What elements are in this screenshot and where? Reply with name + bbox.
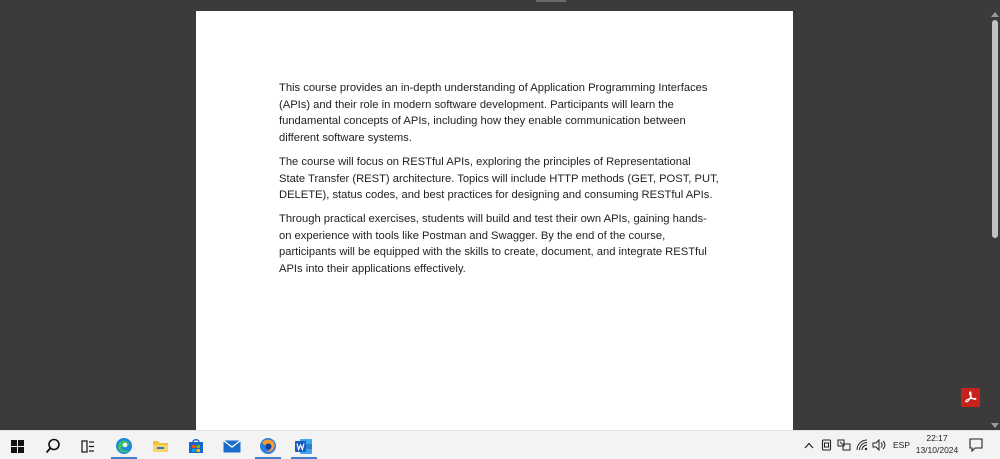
adobe-acrobat-icon (964, 391, 977, 404)
paragraph-1: This course provides an in-depth understanding of Application Programming Interfaces (APIs) and their role in modern software development. Participants will learn the fundamental concepts of APIs, including how they enable communication between different software systems. (279, 82, 708, 145)
task-view-button[interactable] (72, 433, 104, 459)
windows-start-icon (11, 440, 24, 453)
tray-network[interactable] (855, 437, 869, 453)
tray-input-indicator[interactable] (836, 437, 852, 453)
action-center-icon (969, 438, 983, 452)
scrollbar-thumb[interactable] (992, 20, 998, 238)
keyboard-ime-icon (837, 439, 851, 451)
taskbar-clock[interactable] (914, 432, 960, 456)
search-button[interactable] (37, 433, 69, 459)
taskbar-word[interactable] (288, 433, 320, 459)
adobe-pdf-button[interactable] (961, 388, 980, 407)
tray-volume[interactable] (871, 437, 887, 453)
paragraph-2: The course will focus on RESTful APIs, exploring the principles of Representational State Transfer (REST) architecture. Topics will include HTTP methods (GET, POST, PUT, DELETE), status codes, and best practices for designing and consuming RESTful APIs. (279, 155, 719, 202)
show-hidden-icons-button[interactable] (802, 437, 816, 453)
camera-icon (821, 439, 833, 451)
scroll-up-arrow-icon[interactable] (991, 12, 999, 17)
vertical-scrollbar[interactable] (990, 12, 1000, 428)
taskbar-mail[interactable] (216, 433, 248, 459)
mail-icon (223, 440, 241, 453)
scroll-down-arrow-icon[interactable] (991, 423, 999, 428)
wifi-icon (856, 439, 868, 451)
edge-browser-icon (115, 437, 133, 455)
microsoft-store-icon (188, 438, 204, 454)
clock-time: 22:17 (926, 433, 948, 443)
document-body (279, 80, 719, 285)
language-indicator[interactable]: ESP (893, 440, 911, 450)
taskbar-file-explorer[interactable] (144, 433, 176, 459)
paragraph-3: Through practical exercises, students will build and test their own APIs, gaining hands-on experience with tools like Postman and Swagger. By the end of the course, participants will be equipped with the skills to create, document, and integrate RESTful APIs into their applications effectively. (279, 212, 707, 276)
notifications-button[interactable] (967, 437, 985, 453)
speaker-icon (872, 439, 886, 451)
tray-meet-now[interactable] (820, 437, 834, 453)
document-page (196, 11, 793, 430)
taskbar-firefox[interactable] (252, 433, 284, 459)
clock-date: 13/10/2024 (915, 445, 959, 455)
start-button[interactable] (1, 433, 33, 459)
taskbar-edge[interactable] (108, 433, 140, 459)
windows-taskbar (0, 430, 1000, 459)
chevron-up-icon (804, 442, 814, 449)
toolbar-handle[interactable] (536, 0, 566, 2)
file-explorer-icon (152, 439, 169, 453)
word-icon (295, 438, 313, 455)
task-view-icon (81, 440, 95, 453)
firefox-icon (259, 437, 277, 455)
search-icon (45, 438, 61, 454)
taskbar-microsoft-store[interactable] (180, 433, 212, 459)
